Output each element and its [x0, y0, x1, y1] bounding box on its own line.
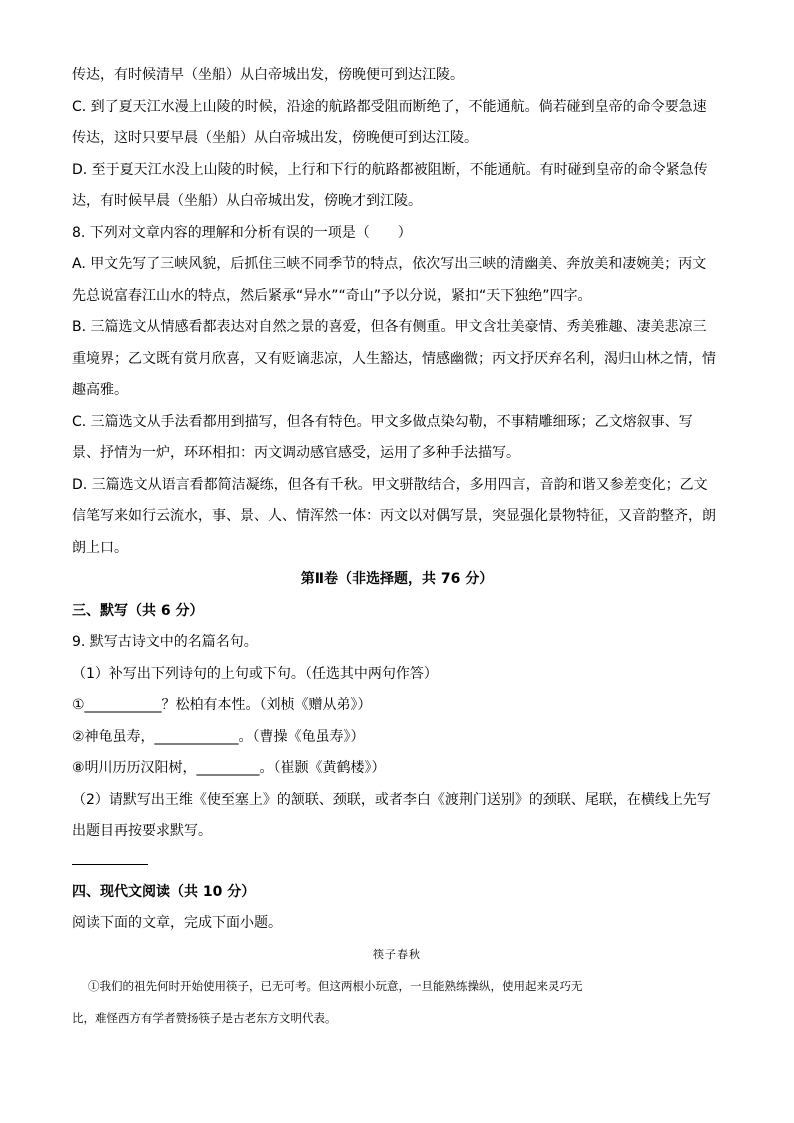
text-line: 出题目再按要求默写。 [72, 823, 212, 839]
text-line: 重境界；乙文既有赏月欣喜，又有贬谪悲凉，人生豁达，情感幽微；丙文抒厌弃名利，渴归山林之情，情 [72, 350, 716, 367]
answer-blank-line [72, 848, 148, 865]
question-8-block [72, 218, 722, 565]
text-line: 传达，这时只要早晨（坐船）从白帝城出发，傍晚便可到达江陵。 [72, 130, 478, 146]
essay-paragraph-line: ①我们的祖先何时开始使用筷子，已无可考。但这两根小玩意，一旦能熟练操纵，使用起来灵巧无 [88, 978, 583, 993]
option-d-line: D. 至于夏天江水没上山陵的时候，上行和下行的航路都被阻断，不能通航。有时碰到皇帝的命令紧急传 [72, 161, 708, 178]
section-4-title: 四、现代文阅读（共 10 分） [72, 883, 256, 900]
document-page [72, 60, 722, 1034]
option-b-line: B. 三篇选文从情感看都表达对自然之景的喜爱，但各有侧重。甲文含壮美豪情、秀美雅趣、凄美悲凉三 [72, 319, 707, 335]
question-9-block [72, 627, 722, 865]
question-8-stem: 8. 下列对文章内容的理解和分析有误的一项是（ ） [72, 224, 412, 241]
text-line: 传达，有时候清早（坐船）从白帝城出发，傍晚便可到达江陵。 [72, 67, 464, 83]
text-line: 趣高雅。 [72, 382, 128, 398]
question-9-stem: 9. 默写古诗文中的名篇名句。 [72, 634, 258, 650]
text-line: 信笔写来如行云流水，事、景、人、情浑然一体：丙文以对偶写景，突显强化景物特征，又音韵整齐，朗 [72, 508, 716, 524]
sub-question-2: （2）请默写出王维《使至塞上》的颔联、颈联，或者李白《渡荆门送别》的颈联、尾联，在横线上先写 [72, 791, 711, 808]
text-line: 达，有时候早晨（坐船）从白帝城出发，傍晚才到江陵。 [72, 193, 422, 209]
section-4-intro: 阅读下面的文章，完成下面小题。 [72, 915, 282, 931]
option-c-line: C. 三篇选文从手法看都用到描写，但各有特色。甲文多做点染勾勒，不事精雕细琢；乙文熔叙事、写 [72, 413, 693, 430]
text-line: 先总说富春江山水的特点，然后紧承“异水”“奇山”予以分说，紧扣“天下独绝”四字。 [72, 287, 592, 304]
section-3-title: 三、默写（共 6 分） [72, 602, 204, 619]
fill-blank-item-2: ②神龟虽寿，____________。（曹操《龟虽寿》） [72, 728, 365, 745]
option-c-line: C. 到了夏天江水漫上山陵的时候，沿途的航路都受阻而断绝了，不能通航。倘若碰到皇帝的命令要急速 [72, 98, 707, 115]
fill-blank-item-3: ⑧明川历历汉阳树，_________。（崔颢《黄鹤楼》） [72, 760, 386, 776]
question-7-options-block [72, 60, 722, 218]
essay-paragraph-line: 比，难怪西方有学者赞扬筷子是古老东方文明代表。 [72, 1010, 337, 1025]
option-d-line: D. 三篇选文从语言看都简洁凝练，但各有千秋。甲文骈散结合，多用四言，音韵和谐又参差变化；乙文 [72, 476, 708, 493]
text-line: 朗上口。 [72, 539, 128, 556]
essay-title: 筷子春秋 [373, 947, 421, 961]
sub-question-1: （1）补写出下列诗句的上句或下句。（任选其中两句作答） [72, 665, 438, 682]
essay-block [72, 940, 722, 1034]
text-line: 景、抒情为一炉，环环相扣：丙文调动感官感受，运用了多种手法描写。 [72, 445, 520, 461]
option-a-line: A. 甲文先写了三峡风貌，后抓住三峡不同季节的特点，依次写出三峡的清幽美、奔放美和凄婉美；丙文 [72, 256, 707, 272]
fill-blank-item-1: ①___________？松柏有本性。（刘桢《赠从弟》） [72, 697, 372, 713]
volume-title: 第Ⅱ卷（非选择题，共 76 分） [300, 571, 494, 587]
